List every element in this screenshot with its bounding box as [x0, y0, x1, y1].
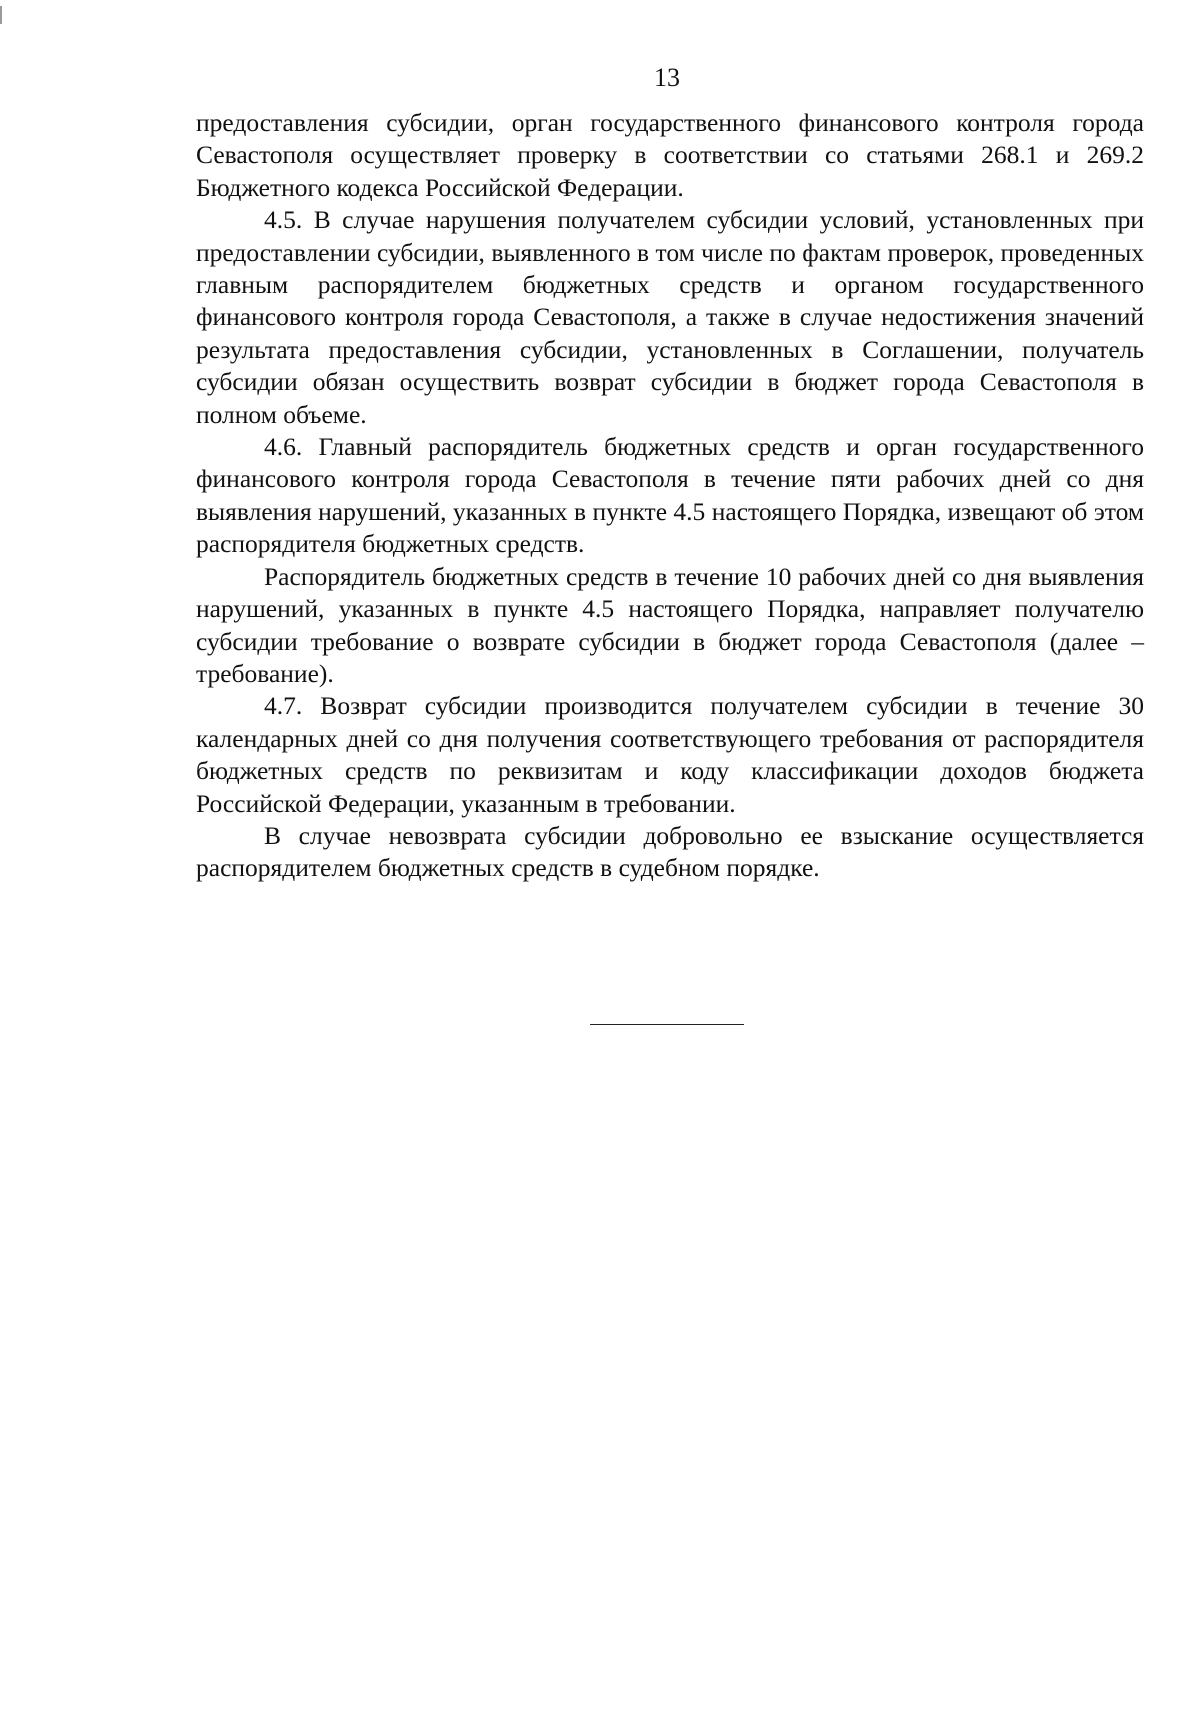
- paragraph-refund-demand: Распорядитель бюджетных средств в течение 10 рабочих дней со дня выявления нарушений, указанных в пункте 4.5 настоящего Порядка, направляет получателю субсидии требование о возврате субсидии в бюджет города Севастополя (далее – требование).: [196, 561, 1144, 688]
- paragraph-subsidy-control: предоставления субсидии, орган государственного финансового контроля города Севастополя осуществляет проверку в соответствии со статьями 268.1 и 269.2 Бюджетного кодекса Российской Федерации.: [196, 108, 1144, 202]
- page-number: 13: [654, 63, 680, 92]
- paragraph-4-7-refund-term: 4.7. Возврат субсидии производится получателем субсидии в течение 30 календарных дней со дня получения соответствующего требования от распорядителя бюджетных средств по реквизитам и коду классификации доходов бюджета Российской Федерации, указанным в требовании.: [196, 691, 1144, 818]
- scan-edge-mark: [0, 6, 2, 24]
- end-of-document-rule: [590, 1024, 744, 1025]
- document-body: [196, 107, 1144, 885]
- paragraph-4-5-refund-obligation: 4.5. В случае нарушения получателем субсидии условий, установленных при предоставлении субсидии, выявленного в том числе по фактам проверок, проведенных главным распорядителем бюджетных средств и органом государственного финансового контроля города Севастополя, а также в случае недостижения значений результата предоставления субсидии, установленных в Соглашении, получатель субсидии обязан осуществить возврат субсидии в бюджет города Севастополя в полном объеме.: [196, 205, 1144, 429]
- paragraph-court-recovery: В случае невозврата субсидии добровольно ее взыскание осуществляется распорядителем бюджетных средств в судебном порядке.: [196, 820, 1144, 883]
- paragraph-4-6-violation-notice: 4.6. Главный распорядитель бюджетных средств и орган государственного финансового контроля города Севастополя в течение пяти рабочих дней со дня выявления нарушений, указанных в пункте 4.5 настоящего Порядка, извещают об этом распорядителя бюджетных средств.: [196, 432, 1144, 559]
